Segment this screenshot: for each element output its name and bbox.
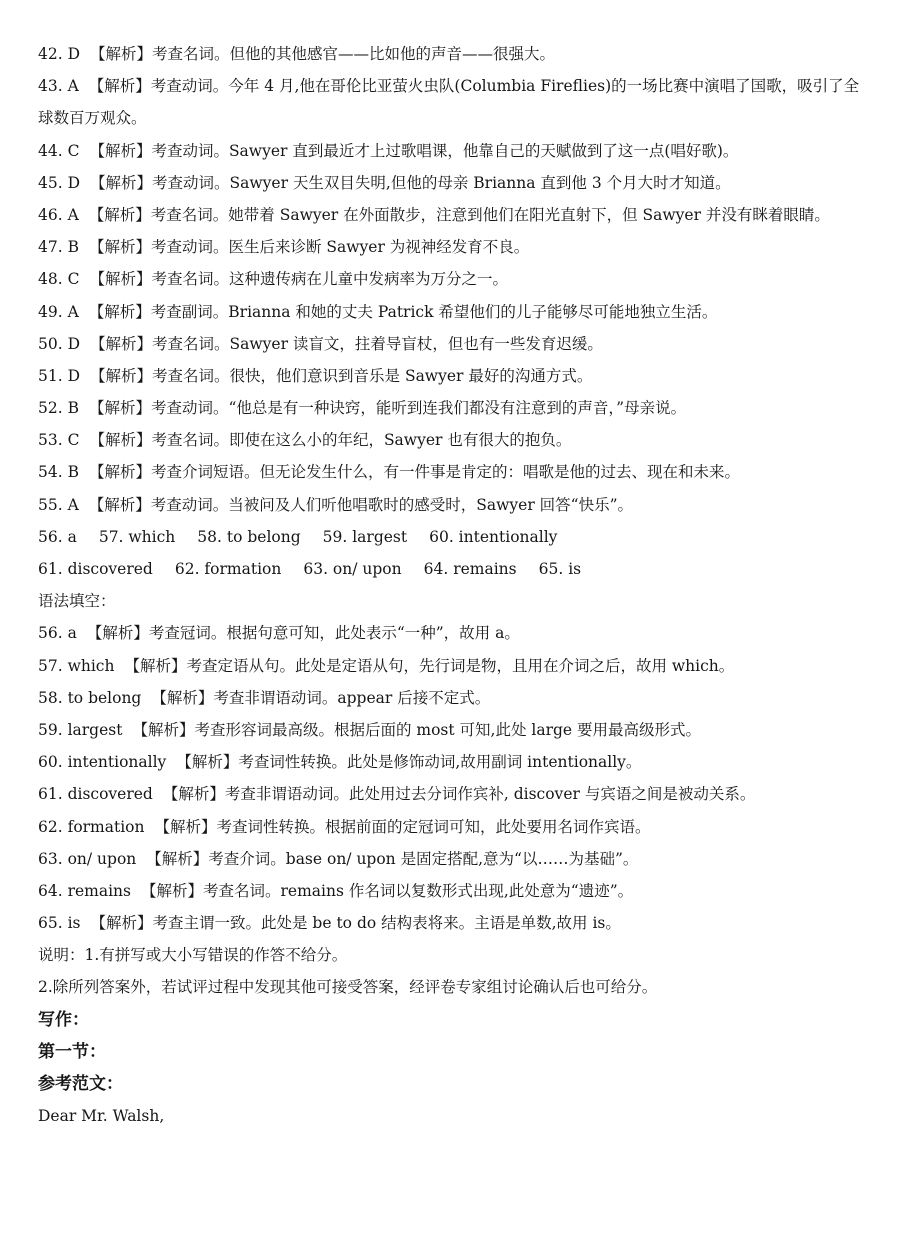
explanation-item — [38, 296, 862, 328]
writing-heading: 写作： — [38, 1009, 89, 1030]
explanation-item — [38, 456, 862, 488]
question-answer: 57. which — [38, 656, 115, 675]
explanation-text: 【解析】考查副词。Brianna 和她的丈夫 Patrick 希望他们的儿子能够尽可能地独立生活。 — [88, 302, 718, 321]
answer-item: 61. discovered — [38, 560, 153, 579]
question-answer: 43. A — [38, 77, 79, 96]
explanation-text: 【解析】考查动词。医生后来诊断 Sawyer 为视神经发育不良。 — [88, 238, 530, 257]
letter-salutation: Dear Mr. Walsh, — [38, 1107, 165, 1126]
grammar-answers-summary — [38, 521, 862, 585]
explanation-text: 【解析】考查名词。Sawyer 读盲文，拄着导盲杖，但也有一些发育迟缓。 — [90, 334, 603, 353]
explanation-text: 【解析】考查名词。remains 作名词以复数形式出现,此处意为“遗迹”。 — [141, 881, 634, 900]
answer-item: 57. which — [98, 527, 176, 546]
explanation-item — [38, 135, 862, 167]
note-line: 2.除所列答案外，若试评过程中发现其他可接受答案，经评卷专家组讨论确认后也可给分。 — [38, 978, 658, 997]
question-answer: 45. D — [38, 173, 81, 192]
explanation-text: 【解析】考查名词。但他的其他感官——比如他的声音——很强大。 — [90, 45, 556, 63]
explanation-text: 【解析】考查形容词最高级。根据后面的 most 可知,此处 large 要用最高级形式。 — [132, 720, 702, 739]
question-answer: 61. discovered — [38, 785, 153, 804]
explanation-item — [38, 199, 862, 231]
answer-row — [38, 521, 862, 553]
answer-item: 64. remains — [423, 560, 517, 579]
question-answer: 53. C — [38, 431, 80, 450]
explanation-text: 【解析】考查动词。Sawyer 天生双目失明,但他的母亲 Brianna 直到他 3 个月大时才知道。 — [90, 173, 731, 192]
question-answer: 48. C — [38, 270, 80, 289]
explanation-text: 【解析】考查名词。很快，他们意识到音乐是 Sawyer 最好的沟通方式。 — [90, 366, 593, 385]
explanations-section-1 — [38, 38, 862, 521]
explanation-item — [38, 875, 862, 907]
explanation-text: 【解析】考查名词。这种遗传病在儿童中发病率为万分之一。 — [89, 270, 508, 289]
sample-essay-heading: 参考范文： — [38, 1074, 123, 1095]
question-answer: 58. to belong — [38, 688, 142, 707]
explanation-item — [38, 746, 862, 778]
explanation-item — [38, 617, 862, 649]
explanation-item — [38, 392, 862, 424]
explanation-item — [38, 907, 862, 939]
explanation-text: 【解析】考查定语从句。此处是定语从句，先行词是物，且用在介词之后，故用 which。 — [124, 656, 735, 675]
question-answer: 42. D — [38, 45, 81, 63]
explanation-text: 【解析】考查词性转换。根据前面的定冠词可知，此处要用名词作宾语。 — [154, 817, 651, 836]
question-answer: 56. a — [38, 624, 77, 643]
answer-item: 60. intentionally — [429, 527, 558, 546]
explanation-text: 【解析】考查介词。base on/ upon 是固定搭配,意为“以……为基础”。 — [146, 849, 639, 868]
explanation-item — [38, 424, 862, 456]
question-answer: 65. is — [38, 914, 81, 933]
question-answer: 49. A — [38, 302, 79, 321]
explanation-text: 【解析】考查非谓语动词。此处用过去分词作宾补, discover 与宾语之间是被动关系。 — [162, 785, 756, 804]
answer-item: 59. largest — [322, 527, 408, 546]
answer-item: 62. formation — [174, 560, 282, 579]
explanation-item — [38, 167, 862, 199]
explanation-item — [38, 811, 862, 843]
explanation-text: 【解析】考查冠词。根据句意可知，此处表示“一种”，故用 a。 — [86, 624, 520, 643]
section-one-heading: 第一节： — [38, 1041, 106, 1062]
question-answer: 52. B — [38, 399, 79, 418]
explanations-section-2 — [38, 617, 862, 939]
question-answer: 60. intentionally — [38, 753, 167, 772]
explanation-text: 【解析】考查动词。Sawyer 直到最近才上过歌唱课，他靠自己的天赋做到了这一点(唱好歌)。 — [89, 141, 739, 160]
question-answer: 50. D — [38, 334, 81, 353]
explanation-item — [38, 650, 862, 682]
answer-item: 58. to belong — [197, 527, 301, 546]
explanation-item — [38, 70, 862, 134]
question-answer: 54. B — [38, 463, 79, 482]
answer-item: 63. on/ upon — [303, 560, 402, 579]
grammar-heading: 语法填空： — [38, 592, 116, 611]
question-answer: 55. A — [38, 495, 79, 514]
explanation-item — [38, 38, 862, 70]
explanation-item — [38, 843, 862, 875]
note-line: 说明：1.有拼写或大小写错误的作答不给分。 — [38, 946, 348, 965]
question-answer: 63. on/ upon — [38, 849, 137, 868]
explanation-item — [38, 778, 862, 810]
explanation-text: 【解析】考查主谓一致。此处是 be to do 结构表将来。主语是单数,故用 is。 — [90, 914, 621, 933]
question-answer: 46. A — [38, 205, 79, 224]
question-answer: 44. C — [38, 141, 80, 160]
explanation-item — [38, 231, 862, 263]
question-answer: 62. formation — [38, 817, 145, 836]
explanation-text: 【解析】考查词性转换。此处是修饰动词,故用副词 intentionally。 — [176, 753, 642, 772]
question-answer: 51. D — [38, 366, 81, 385]
explanation-item — [38, 714, 862, 746]
explanation-item — [38, 263, 862, 295]
explanation-text: 【解析】考查名词。即使在这么小的年纪，Sawyer 也有很大的抱负。 — [89, 431, 572, 450]
explanation-text: 【解析】考查非谓语动词。appear 后接不定式。 — [151, 688, 491, 707]
explanation-item — [38, 328, 862, 360]
explanation-text: 【解析】考查名词。她带着 Sawyer 在外面散步，注意到他们在阳光直射下，但 Sawyer 并没有眯着眼睛。 — [88, 205, 830, 224]
answer-item: 56. a — [38, 527, 77, 546]
answer-item: 65. is — [538, 560, 582, 579]
explanation-text: 【解析】考查动词。今年 4 月,他在哥伦比亚萤火虫队(Columbia Fireflies)的一场比赛中演唱了国歌，吸引了全球数百万观众。 — [38, 77, 860, 128]
question-answer: 47. B — [38, 238, 79, 257]
explanation-text: 【解析】考查动词。当被问及人们听他唱歌时的感受时，Sawyer 回答“快乐”。 — [88, 495, 634, 514]
question-answer: 64. remains — [38, 881, 131, 900]
scoring-notes — [38, 939, 862, 1003]
explanation-item — [38, 489, 862, 521]
explanation-item — [38, 360, 862, 392]
explanation-text: 【解析】考查动词。“他总是有一种诀窍，能听到连我们都没有注意到的声音，”母亲说。 — [88, 399, 687, 418]
question-answer: 59. largest — [38, 720, 123, 739]
answer-row — [38, 553, 862, 585]
explanation-text: 【解析】考查介词短语。但无论发生什么，有一件事是肯定的：唱歌是他的过去、现在和未来。 — [88, 463, 740, 482]
explanation-item — [38, 682, 862, 714]
